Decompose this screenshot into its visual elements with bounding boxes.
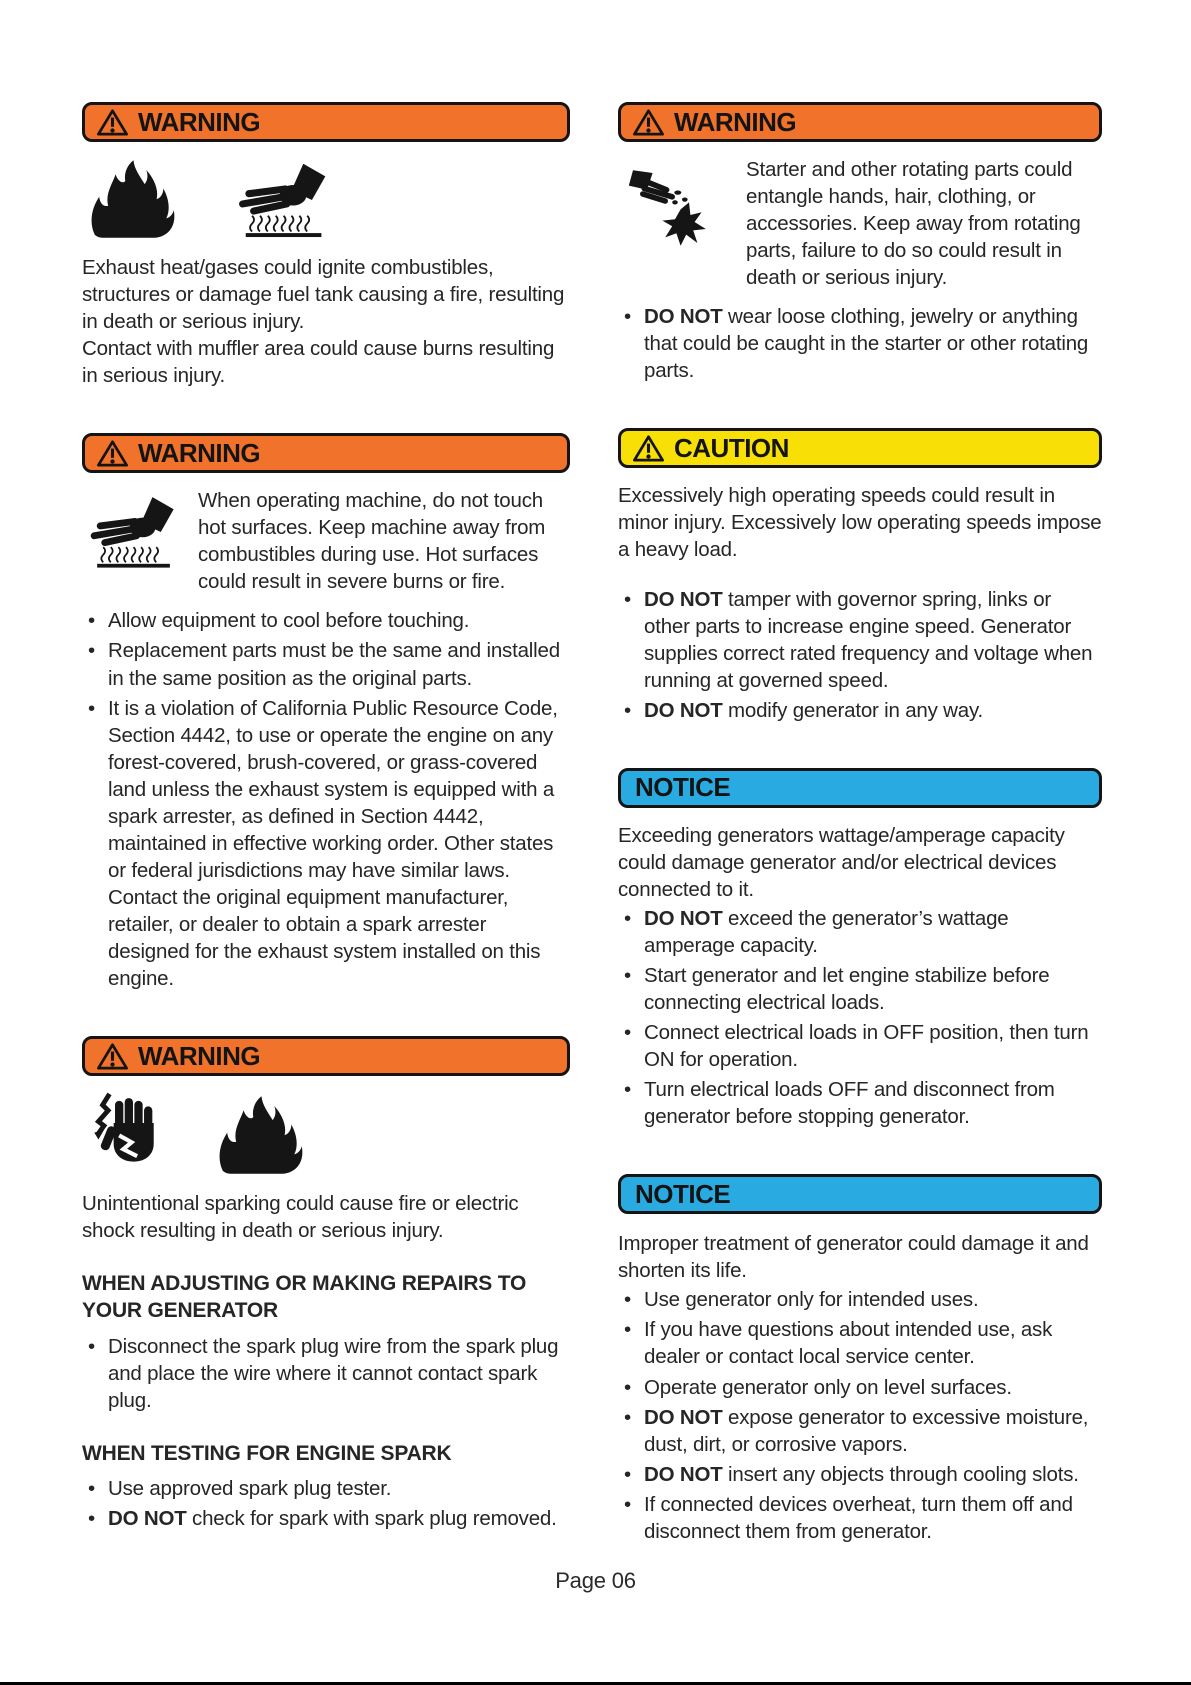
- warning-triangle-icon: [633, 109, 664, 136]
- notice-title: NOTICE: [635, 1178, 731, 1209]
- bullet-list: [618, 586, 1102, 724]
- warning-section-hot-surfaces: [82, 433, 570, 992]
- hazard-media: [618, 156, 1102, 291]
- bullet-item: • If connected devices overheat, turn them off and disconnect them from generator.: [618, 1491, 1102, 1545]
- warning-title: WARNING: [674, 106, 797, 137]
- bullet-list: [82, 1475, 570, 1532]
- warning-header: [618, 102, 1102, 142]
- body-paragraph: When operating machine, do not touch hot surfaces. Keep machine away from combustibles during use. Hot surfaces could result in severe burns or fire.: [198, 489, 546, 594]
- caution-title: CAUTION: [674, 432, 789, 463]
- bullet-item: • DO NOT insert any objects through cooling slots.: [618, 1461, 1102, 1488]
- fire-icon: [214, 1094, 306, 1176]
- right-column: [618, 102, 1102, 1589]
- bullet-item: • If you have questions about intended use, ask dealer or contact local service center.: [618, 1316, 1102, 1370]
- page-number: Page 06: [555, 1568, 636, 1593]
- hot-surface-icon: [230, 160, 334, 240]
- bullet-list: [618, 1286, 1102, 1544]
- section-subheading: WHEN TESTING FOR ENGINE SPARK: [82, 1441, 452, 1465]
- bullet-item: • Disconnect the spark plug wire from the spark plug and place the wire where it cannot contact spark plug.: [82, 1333, 570, 1414]
- bullet-item: • Use generator only for intended uses.: [618, 1286, 1102, 1313]
- section-subheading: WHEN ADJUSTING OR MAKING REPAIRS TO YOUR GENERATOR: [82, 1272, 527, 1323]
- warning-triangle-icon: [633, 435, 664, 462]
- fire-icon: [86, 158, 178, 240]
- warning-section-sparking: [82, 1036, 570, 1532]
- body-paragraph: Exceeding generators wattage/amperage capacity could damage generator and/or electrical devices connected to it.: [618, 823, 1065, 901]
- bullet-list: [618, 905, 1102, 1130]
- bullet-item: • DO NOT exceed the generator’s wattage amperage capacity.: [618, 905, 1102, 959]
- notice-title: NOTICE: [635, 772, 731, 803]
- caution-section-speeds: [618, 428, 1102, 723]
- bullet-item: • Start generator and let engine stabilize before connecting electrical loads.: [618, 962, 1102, 1016]
- bullet-list: [82, 1333, 570, 1414]
- bullet-item: • Operate generator only on level surfaces.: [618, 1374, 1102, 1401]
- body-paragraph: Unintentional sparking could cause fire or electric shock resulting in death or serious injury.: [82, 1192, 519, 1243]
- bullet-item: • DO NOT check for spark with spark plug removed.: [82, 1505, 570, 1532]
- bullet-list: [82, 607, 570, 992]
- body-paragraph: Improper treatment of generator could damage it and shorten its life.: [618, 1232, 1089, 1283]
- bullet-item: • Connect electrical loads in OFF position, then turn ON for operation.: [618, 1019, 1102, 1073]
- body-paragraph: Contact with muffler area could cause burns resulting in serious injury.: [82, 337, 555, 388]
- hazard-media: [82, 487, 570, 595]
- notice-section-treatment: [618, 1174, 1102, 1545]
- bullet-item: • Turn electrical loads OFF and disconnect from generator before stopping generator.: [618, 1076, 1102, 1130]
- left-column: [82, 102, 570, 1589]
- warning-title: WARNING: [138, 1040, 261, 1071]
- notice-section-capacity: [618, 768, 1102, 1131]
- notice-header: [618, 768, 1102, 808]
- bullet-item: • Replacement parts must be the same and installed in the same position as the original parts.: [82, 637, 570, 691]
- hot-surface-icon: [82, 487, 198, 595]
- bullet-item: • Use approved spark plug tester.: [82, 1475, 570, 1502]
- bullet-item: • DO NOT tamper with governor spring, links or other parts to increase engine speed. Generator supplies correct rated frequency and voltage when running at governed speed.: [618, 586, 1102, 694]
- warning-section-rotating-parts: [618, 102, 1102, 384]
- body-paragraph: Excessively high operating speeds could result in minor injury. Excessively low operating speeds impose a heavy load.: [618, 484, 1102, 562]
- bullet-item: • DO NOT modify generator in any way.: [618, 697, 1102, 724]
- warning-header: [82, 102, 570, 142]
- hazard-icon-row: [86, 158, 570, 240]
- electric-shock-icon: [86, 1092, 162, 1176]
- warning-triangle-icon: [97, 109, 128, 136]
- warning-title: WARNING: [138, 437, 261, 468]
- body-paragraph: Starter and other rotating parts could entangle hands, hair, clothing, or accessories. Keep away from rotating parts, failure to do so could result in death or serious injury.: [746, 158, 1081, 290]
- warning-header: [82, 1036, 570, 1076]
- notice-header: [618, 1174, 1102, 1214]
- bullet-item: • DO NOT expose generator to excessive moisture, dust, dirt, or corrosive vapors.: [618, 1404, 1102, 1458]
- warning-triangle-icon: [97, 440, 128, 467]
- caution-header: [618, 428, 1102, 468]
- warning-section-exhaust: [82, 102, 570, 389]
- entanglement-icon: [618, 156, 746, 291]
- warning-header: [82, 433, 570, 473]
- bullet-item: • Allow equipment to cool before touching.: [82, 607, 570, 634]
- bullet-item: • DO NOT wear loose clothing, jewelry or anything that could be caught in the starter or other rotating parts.: [618, 303, 1102, 384]
- manual-page: [82, 102, 1102, 1589]
- bullet-list: [618, 303, 1102, 384]
- hazard-icon-row: [86, 1092, 570, 1176]
- bullet-item: • It is a violation of California Public Resource Code, Section 4442, to use or operate the engine on any forest-covered, brush-covered, or grass-covered land unless the exhaust system is equipped with a spark arrester, as defined in Section 4442, maintained in effective working order. Other states or federal jurisdictions may have similar laws. Contact the original equipment manufacturer, retailer, or dealer to obtain a spark arrester designed for the exhaust system installed on this engine.: [82, 695, 570, 993]
- body-paragraph: Exhaust heat/gases could ignite combustibles, structures or damage fuel tank causing a fire, resulting in death or serious injury.: [82, 256, 565, 334]
- warning-triangle-icon: [97, 1043, 128, 1070]
- warning-title: WARNING: [138, 106, 261, 137]
